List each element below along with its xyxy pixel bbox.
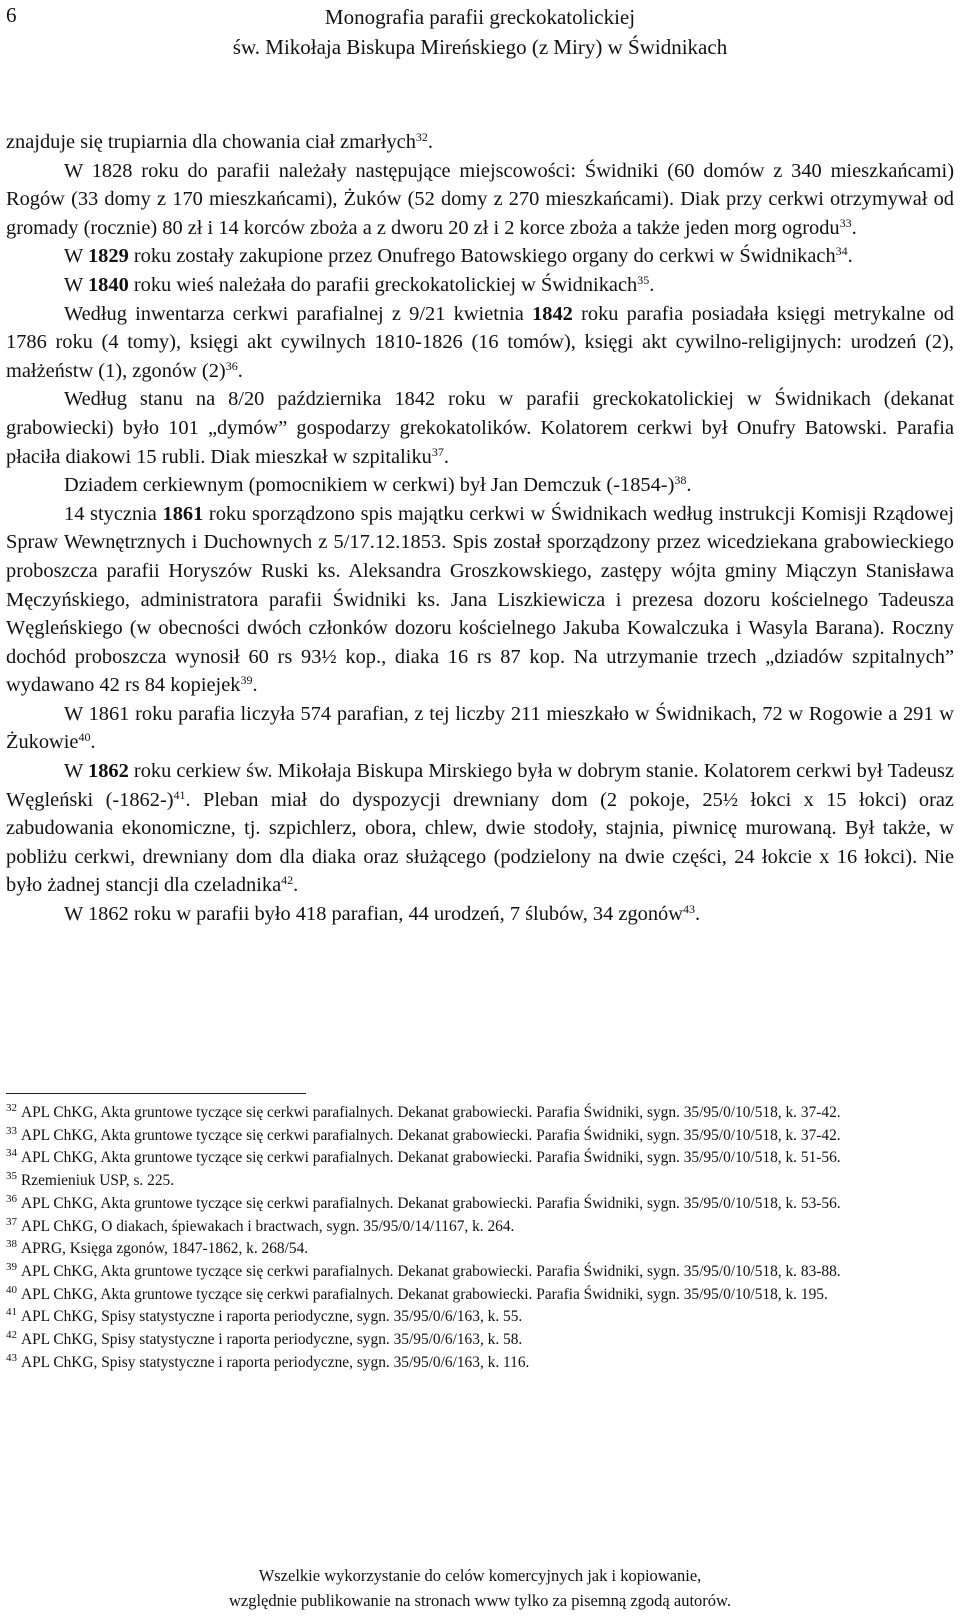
footnote-number: 36 (6, 1192, 17, 1205)
footnote-number: 35 (6, 1170, 17, 1183)
footnote (6, 1352, 954, 1375)
footnote (6, 1102, 954, 1125)
page-number: 6 (6, 3, 17, 27)
text-run: . (851, 216, 857, 239)
text-run: roku parafia posiadała księgi metrykalne od 1786 roku (4 tomy), księgi akt cywilnych 1810-1826 (16 tomów), księgi akt cywilno-religijnych: urodzeń (2), małżeństw (1), zgonów (2) (6, 302, 954, 382)
footnote-text: APL ChKG, Akta gruntowe tyczące się cerkwi parafialnych. Dekanat grabowiecki. Parafia Świdniki, sygn. 35/95/0/10/518, k. 83-88. (21, 1262, 841, 1280)
text-run: roku cerkiew św. Mikołaja Biskupa Mirskiego była w dobrym stanie. Kolatorem cerkwi był Tadeusz Węgleński (-1862-) (6, 760, 954, 811)
text-run: . (694, 903, 701, 926)
footnote-number: 39 (6, 1260, 17, 1273)
footnotes (6, 1102, 954, 1374)
text-run: W (64, 760, 89, 783)
year-bold: 1829 (87, 245, 129, 268)
footnote-ref: 32 (415, 130, 428, 144)
footnote-separator (6, 1093, 306, 1094)
footnote (6, 1261, 954, 1284)
footnote-ref: 38 (674, 473, 687, 488)
footnote-text: APRG, Księga zgonów, 1847-1862, k. 268/54. (21, 1240, 309, 1258)
footnote-text: APL ChKG, Spisy statystyczne i raporta periodyczne, sygn. 35/95/0/6/163, k. 116. (21, 1353, 530, 1371)
text-run: . (427, 131, 434, 153)
year-bold: 1861 (162, 502, 204, 525)
footnote-ref: 40 (78, 730, 91, 745)
text-run: . (252, 674, 258, 697)
text-run: . Pleban miał do dyspozycji drewniany dom (2 pokoje, 25½ łokci x 15 łokci) oraz zabudowania ekonomiczne, tj. szpichlerz, obora, chlew, dwie stodoły, stajnia, piwnicę murowaną. Był także, w pobliżu cerkwi, drewniany dom dla diaka oraz służącego (podzielony na dwie części, 24 łokcie x 16 łokci). Nie było żadnej stancji dla czeladnika (6, 788, 954, 897)
year-bold: 1862 (88, 760, 129, 783)
text-run: . (90, 731, 96, 754)
year-bold: 1840 (87, 273, 129, 296)
footnote-ref: 35 (637, 272, 650, 287)
text-run: znajduje się trupiarnia dla chowania ciał zmarłych (6, 131, 416, 153)
text-run: Według inwentarza cerkwi parafialnej z 9/21 kwietnia (64, 302, 533, 325)
footnote-number: 37 (6, 1215, 17, 1228)
footnote (6, 1170, 954, 1193)
footnote (6, 1306, 954, 1329)
year-bold: 1842 (532, 302, 573, 325)
footnote-ref: 34 (835, 244, 848, 259)
footnote-number: 40 (6, 1283, 17, 1296)
footnote-ref: 43 (682, 902, 695, 917)
paragraph (6, 385, 954, 471)
text-run: W (64, 245, 88, 268)
footnote-ref: 37 (431, 444, 444, 459)
footnote-ref: 36 (225, 358, 238, 373)
text-run: Według stanu na 8/20 października 1842 roku w parafii greckokatolickiej w Świdnikach (dekanat grabowiecki) było 101 „dymów” gospodarzy grekokatolików. Kolatorem cerkwi był Onufry Batowski. Parafia płaciła diakowi 15 rubli. Diak mieszkał w szpitaliku (6, 388, 954, 468)
paragraph (6, 271, 954, 300)
footnote-text: APL ChKG, Akta gruntowe tyczące się cerkwi parafialnych. Dekanat grabowiecki. Parafia Świdniki, sygn. 35/95/0/10/518, k. 53-56. (21, 1194, 841, 1212)
footnote (6, 1238, 954, 1261)
text-run: Dziadem cerkiewnym (pomocnikiem w cerkwi) był Jan Demczuk (-1854-) (64, 474, 675, 497)
text-run: roku wieś należała do parafii greckokatolickiej w Świdnikach (128, 273, 638, 296)
footnote (6, 1193, 954, 1216)
header-title-line2: św. Mikołaja Biskupa Mireńskiego (z Miry) w Świdnikach (232, 35, 728, 59)
text-run: roku zostały zakupione przez Onufrego Batowskiego organy do cerkwi w Świdnikach (128, 245, 836, 268)
text-run: . (649, 273, 655, 296)
footnote (6, 1329, 954, 1352)
text-run: W 1828 roku do parafii należały następujące miejscowości: Świdniki (60 domów z 340 mieszkańcami) Rogów (33 domy z 170 mieszkańcami), Żuków (52 domy z 270 mieszkańcami). Diak przy cerkwi otrzymywał od gromady (rocznie) 80 zł i 14 korców zboża a z dworu 20 zł i 2 korce zboża a także jeden morg ogrodu (6, 159, 954, 239)
text-run: roku sporządzono spis majątku cerkwi w Świdnikach według instrukcji Komisji Rządowej Spraw Wewnętrznych i Duchownych z 5/17.12.1853. Spis został sporządzony przez wicedziekana grabowieckiego proboszcza parafii Horyszów Ruski ks. Aleksandra Groszkowskiego, zastępy wójta gminy Miączyn Stanisława Męczyńskiego, administratora parafii Świdniki ks. Jana Liszkiewicza i prezesa dozoru kościelnego Tadeusza Węgleńskiego (w obecności dwóch członków dozoru kościelnego Jakuba Kowalczuka i Wasyla Barana). Roczny dochód proboszcza wynosił 60 rs 93½ kop., diaka 16 rs 87 kop. Na utrzymanie trzech „dziadów szpitalnych” wydawano 42 rs 84 kopiejek (6, 502, 954, 697)
footnote-text: APL ChKG, Spisy statystyczne i raporta periodyczne, sygn. 35/95/0/6/163, k. 55. (21, 1308, 523, 1326)
paragraph (6, 471, 954, 500)
footnote (6, 1147, 954, 1170)
text-run: . (237, 359, 243, 382)
text-run: . (443, 445, 449, 468)
footnote-text: APL ChKG, Akta gruntowe tyczące się cerkwi parafialnych. Dekanat grabowiecki. Parafia Świdniki, sygn. 35/95/0/10/518, k. 37-42. (21, 1104, 841, 1121)
main-text (6, 128, 954, 929)
footnote-text: APL ChKG, Akta gruntowe tyczące się cerkwi parafialnych. Dekanat grabowiecki. Parafia Świdniki, sygn. 35/95/0/10/518, k. 37-42. (21, 1126, 841, 1144)
footnote-number: 32 (6, 1102, 17, 1114)
text-run: W (64, 273, 88, 296)
paragraph (6, 500, 954, 700)
paragraph (6, 900, 954, 929)
footnote-number: 42 (6, 1329, 17, 1342)
paragraph (6, 242, 954, 271)
footer-line2: względnie publikowanie na stronach www tylko za pisemną zgodą autorów. (228, 1591, 732, 1610)
footnote-number: 41 (6, 1306, 17, 1319)
footnote-text: APL ChKG, Akta gruntowe tyczące się cerkwi parafialnych. Dekanat grabowiecki. Parafia Świdniki, sygn. 35/95/0/10/518, k. 195. (21, 1285, 828, 1303)
footnote-ref: 33 (839, 215, 852, 230)
footnote-number: 34 (6, 1147, 17, 1160)
paragraph (6, 757, 954, 900)
header-title-line1: Monografia parafii greckokatolickiej (324, 5, 636, 29)
footnote-ref: 42 (281, 873, 294, 888)
page-footer (0, 1563, 960, 1613)
footnote-text: APL ChKG, O diakach, śpiewakach i bractwach, sygn. 35/95/0/14/1167, k. 264. (21, 1217, 515, 1235)
footnote-text: Rzemieniuk USP, s. 225. (21, 1172, 175, 1190)
text-run: . (293, 874, 299, 897)
footer-line1: Wszelkie wykorzystanie do celów komercyjnych jak i kopiowanie, (258, 1566, 702, 1585)
paragraph (6, 128, 954, 157)
running-header (0, 2, 960, 62)
text-run: . (847, 245, 853, 268)
footnote-ref: 39 (240, 673, 253, 688)
text-run: . (686, 474, 692, 497)
footnote-text: APL ChKG, Spisy statystyczne i raporta periodyczne, sygn. 35/95/0/6/163, k. 58. (21, 1331, 523, 1349)
text-run: W 1862 roku w parafii było 418 parafian, 44 urodzeń, 7 ślubów, 34 zgonów (64, 903, 683, 926)
footnote-number: 33 (6, 1124, 17, 1137)
text-run: 14 stycznia (64, 502, 163, 525)
footnote-number: 38 (6, 1238, 17, 1251)
footnote (6, 1284, 954, 1307)
footnote-number: 43 (6, 1351, 17, 1364)
paragraph (6, 700, 954, 757)
footnote-ref: 41 (173, 787, 186, 802)
paragraph (6, 157, 954, 243)
footnote (6, 1125, 954, 1148)
text-run: W 1861 roku parafia liczyła 574 parafian, z tej liczby 211 mieszkało w Świdnikach, 72 w Rogowie a 291 w Żukowie (6, 702, 954, 754)
footnote (6, 1216, 954, 1239)
footnote-text: APL ChKG, Akta gruntowe tyczące się cerkwi parafialnych. Dekanat grabowiecki. Parafia Świdniki, sygn. 35/95/0/10/518, k. 51-56. (21, 1149, 841, 1167)
paragraph (6, 300, 954, 386)
